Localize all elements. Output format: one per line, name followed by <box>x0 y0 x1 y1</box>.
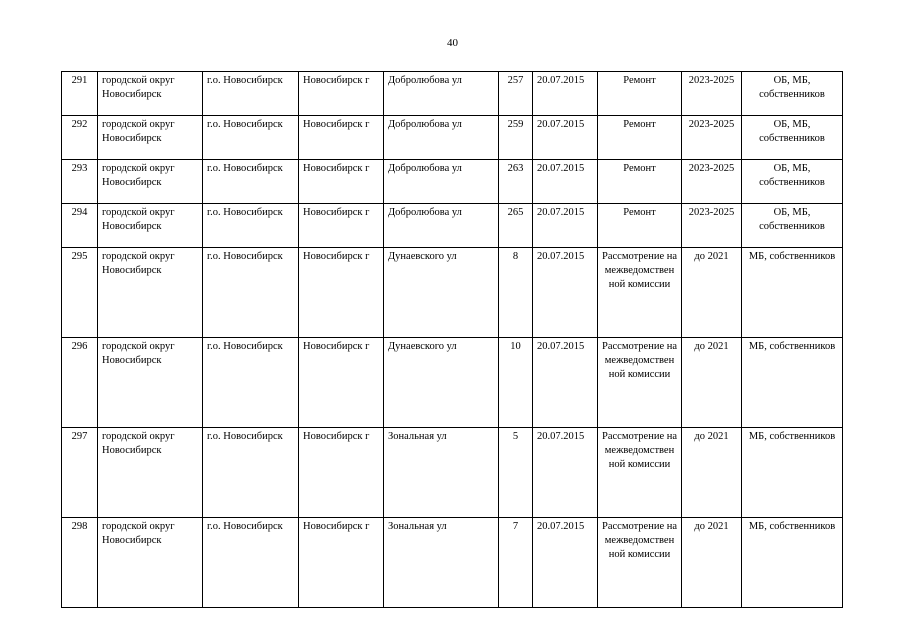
funding-cell: ОБ, МБ, собственников <box>742 116 843 160</box>
period-cell: 2023-2025 <box>682 204 742 248</box>
house-cell: 257 <box>499 72 533 116</box>
district-cell: городской округ Новосибирск <box>98 72 203 116</box>
locality-cell: Новосибирск г <box>299 518 384 608</box>
date-cell: 20.07.2015 <box>533 72 598 116</box>
funding-cell: МБ, собственников <box>742 428 843 518</box>
municipality-cell: г.о. Новосибирск <box>203 72 299 116</box>
row-number: 291 <box>62 72 98 116</box>
locality-cell: Новосибирск г <box>299 160 384 204</box>
funding-cell: ОБ, МБ, собственников <box>742 72 843 116</box>
municipality-cell: г.о. Новосибирск <box>203 338 299 428</box>
house-cell: 5 <box>499 428 533 518</box>
municipality-cell: г.о. Новосибирск <box>203 518 299 608</box>
housing-registry-table <box>61 71 843 608</box>
street-cell: Дунаевского ул <box>384 248 499 338</box>
table-row <box>62 160 843 204</box>
date-cell: 20.07.2015 <box>533 160 598 204</box>
district-cell: городской округ Новосибирск <box>98 204 203 248</box>
district-cell: городской округ Новосибирск <box>98 248 203 338</box>
street-cell: Зональная ул <box>384 428 499 518</box>
work-cell: Рассмотрение на межведомственной комиссии <box>598 518 682 608</box>
period-cell: 2023-2025 <box>682 116 742 160</box>
row-number: 297 <box>62 428 98 518</box>
work-cell: Ремонт <box>598 72 682 116</box>
date-cell: 20.07.2015 <box>533 116 598 160</box>
district-cell: городской округ Новосибирск <box>98 160 203 204</box>
row-number: 295 <box>62 248 98 338</box>
street-cell: Добролюбова ул <box>384 116 499 160</box>
house-cell: 8 <box>499 248 533 338</box>
house-cell: 10 <box>499 338 533 428</box>
municipality-cell: г.о. Новосибирск <box>203 248 299 338</box>
street-cell: Добролюбова ул <box>384 72 499 116</box>
locality-cell: Новосибирск г <box>299 428 384 518</box>
date-cell: 20.07.2015 <box>533 428 598 518</box>
period-cell: до 2021 <box>682 518 742 608</box>
district-cell: городской округ Новосибирск <box>98 116 203 160</box>
funding-cell: МБ, собственников <box>742 338 843 428</box>
locality-cell: Новосибирск г <box>299 248 384 338</box>
row-number: 293 <box>62 160 98 204</box>
work-cell: Ремонт <box>598 160 682 204</box>
work-cell: Рассмотрение на межведомственной комиссии <box>598 428 682 518</box>
municipality-cell: г.о. Новосибирск <box>203 116 299 160</box>
house-cell: 263 <box>499 160 533 204</box>
district-cell: городской округ Новосибирск <box>98 428 203 518</box>
funding-cell: ОБ, МБ, собственников <box>742 160 843 204</box>
locality-cell: Новосибирск г <box>299 338 384 428</box>
locality-cell: Новосибирск г <box>299 72 384 116</box>
work-cell: Рассмотрение на межведомственной комиссии <box>598 338 682 428</box>
period-cell: 2023-2025 <box>682 72 742 116</box>
funding-cell: МБ, собственников <box>742 518 843 608</box>
row-number: 294 <box>62 204 98 248</box>
table-row <box>62 248 843 338</box>
street-cell: Зональная ул <box>384 518 499 608</box>
table-row <box>62 428 843 518</box>
table-row <box>62 72 843 116</box>
row-number: 292 <box>62 116 98 160</box>
period-cell: до 2021 <box>682 248 742 338</box>
street-cell: Добролюбова ул <box>384 160 499 204</box>
locality-cell: Новосибирск г <box>299 204 384 248</box>
date-cell: 20.07.2015 <box>533 204 598 248</box>
table-body <box>62 72 843 608</box>
house-cell: 7 <box>499 518 533 608</box>
house-cell: 265 <box>499 204 533 248</box>
row-number: 298 <box>62 518 98 608</box>
municipality-cell: г.о. Новосибирск <box>203 428 299 518</box>
funding-cell: МБ, собственников <box>742 248 843 338</box>
page-number: 40 <box>447 37 458 49</box>
period-cell: 2023-2025 <box>682 160 742 204</box>
date-cell: 20.07.2015 <box>533 248 598 338</box>
row-number: 296 <box>62 338 98 428</box>
municipality-cell: г.о. Новосибирск <box>203 160 299 204</box>
work-cell: Рассмотрение на межведомственной комиссии <box>598 248 682 338</box>
work-cell: Ремонт <box>598 116 682 160</box>
district-cell: городской округ Новосибирск <box>98 518 203 608</box>
house-cell: 259 <box>499 116 533 160</box>
table-row <box>62 204 843 248</box>
locality-cell: Новосибирск г <box>299 116 384 160</box>
date-cell: 20.07.2015 <box>533 518 598 608</box>
district-cell: городской округ Новосибирск <box>98 338 203 428</box>
table-row <box>62 518 843 608</box>
period-cell: до 2021 <box>682 338 742 428</box>
period-cell: до 2021 <box>682 428 742 518</box>
funding-cell: ОБ, МБ, собственников <box>742 204 843 248</box>
date-cell: 20.07.2015 <box>533 338 598 428</box>
work-cell: Ремонт <box>598 204 682 248</box>
table-row <box>62 116 843 160</box>
street-cell: Дунаевского ул <box>384 338 499 428</box>
street-cell: Добролюбова ул <box>384 204 499 248</box>
municipality-cell: г.о. Новосибирск <box>203 204 299 248</box>
table-row <box>62 338 843 428</box>
